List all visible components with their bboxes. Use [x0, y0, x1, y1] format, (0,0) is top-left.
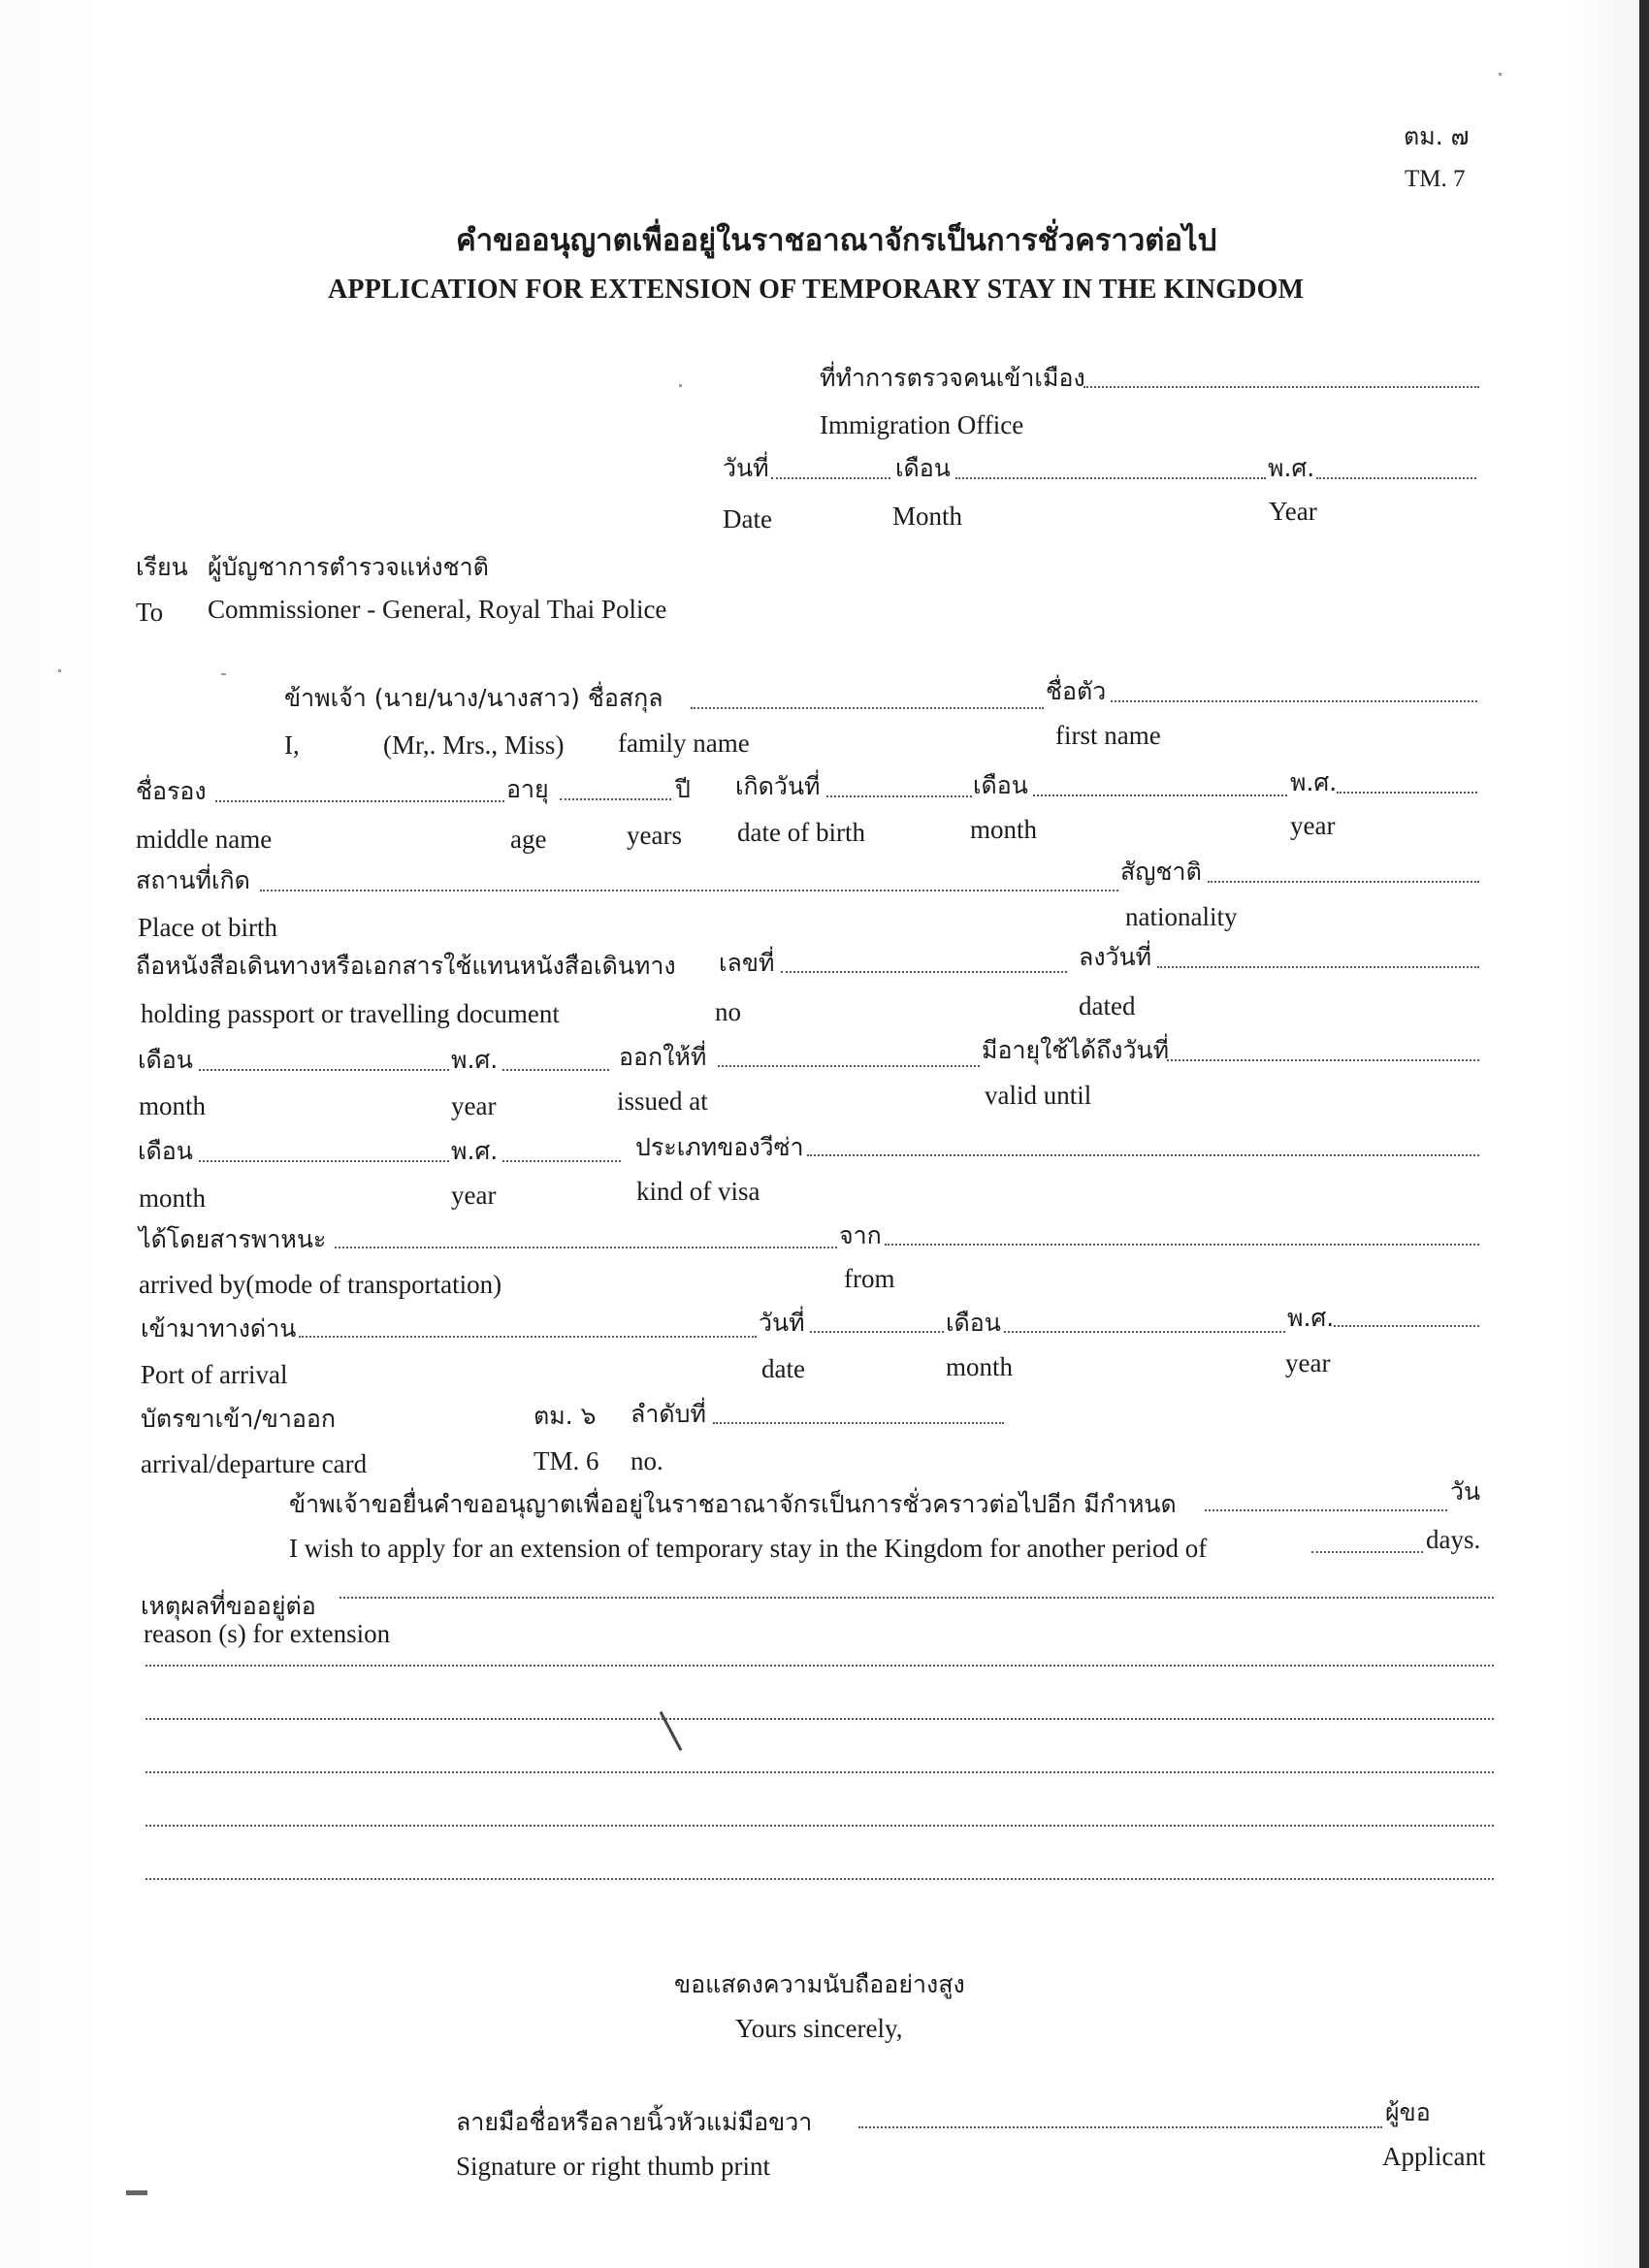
dob-year-field[interactable]	[1337, 792, 1477, 794]
issued-label-english: issued at	[617, 1086, 708, 1116]
family-name-field[interactable]	[691, 707, 1044, 709]
form-code-english: TM. 7	[1405, 166, 1466, 192]
office-field[interactable]	[1083, 386, 1479, 388]
card-label-english: arrival/departure card	[141, 1449, 368, 1478]
first-name-label-english: first name	[1055, 721, 1161, 750]
dob-month-field[interactable]	[1033, 794, 1287, 796]
passport-label-english: holding passport or travelling document	[141, 999, 560, 1028]
i-label: I,	[284, 730, 300, 760]
signature-label-english: Signature or right thumb print	[456, 2152, 770, 2181]
passport-number-field[interactable]	[781, 971, 1067, 973]
reason-line-2[interactable]	[146, 1665, 1494, 1667]
request-days-thai: วัน	[1450, 1477, 1481, 1506]
birthplace-field[interactable]	[260, 890, 1118, 891]
arrival-month-label-thai: เดือน	[946, 1309, 1001, 1337]
valid-label-english: valid until	[985, 1081, 1092, 1110]
applicant-label-thai: ข้าพเจ้า (นาย/นาง/นางสาว) ชื่อสกุล	[284, 684, 663, 712]
request-thai: ข้าพเจ้าขอยื่นคำขออนุญาตเพื่ออยู่ในราชอาณาจักรเป็นการชั่วคราวต่อไปอีก มีกำหนด	[289, 1490, 1177, 1518]
office-year-field[interactable]	[1316, 477, 1476, 479]
office-label-english: Immigration Office	[820, 410, 1024, 439]
reason-label-english: reason (s) for extension	[144, 1619, 391, 1648]
reason-line-1[interactable]	[340, 1597, 1494, 1599]
date-label-thai: วันที่	[723, 454, 769, 482]
office-date-field[interactable]	[771, 477, 890, 479]
years-label-thai: ปี	[675, 775, 691, 803]
age-field[interactable]	[560, 798, 671, 800]
family-name-label-english: family name	[618, 729, 750, 758]
arrival-month-label-english: month	[946, 1352, 1014, 1381]
form-code-thai: ตม. ๗	[1404, 122, 1470, 150]
passport-month-field[interactable]	[199, 1069, 449, 1071]
age-label-english: age	[510, 825, 547, 854]
port-field[interactable]	[299, 1336, 757, 1338]
scan-edge	[1639, 0, 1649, 2268]
birthplace-label-thai: สถานที่เกิด	[136, 866, 250, 894]
passport-label-thai: ถือหนังสือเดินทางหรือเอกสารใช้แทนหนังสือเดินทาง	[136, 952, 676, 980]
arrival-year-label-thai: พ.ศ.	[1287, 1304, 1335, 1332]
port-label-english: Port of arrival	[141, 1360, 288, 1389]
passport-no-label-thai: เลขที่	[719, 949, 775, 977]
dob-label-thai: เกิดวันที่	[735, 772, 821, 800]
title-options-label: (Mr,. Mrs., Miss)	[383, 730, 565, 760]
dob-year-label-thai: พ.ศ.	[1290, 768, 1338, 796]
passport-date-field[interactable]	[1157, 966, 1479, 968]
year-label-thai: พ.ศ.	[1268, 454, 1315, 482]
visa-year-label-english: year	[451, 1181, 497, 1210]
signature-label-thai: ลายมือชื่อหรือลายนิ้วหัวแม่มือขวา	[456, 2108, 813, 2136]
form-title-thai: คำขออนุญาตเพื่ออยู่ในราชอาณาจักรเป็นการชั่วคราวต่อไป	[456, 223, 1217, 258]
addressee-prefix-thai: เรียน	[136, 553, 188, 581]
card-number-field[interactable]	[713, 1422, 1004, 1424]
transport-label-english: arrived by(mode of transportation)	[139, 1270, 502, 1299]
applicant-label-thai: ผู้ขอ	[1385, 2098, 1431, 2126]
card-no-label-thai: ลำดับที่	[630, 1400, 706, 1428]
scan-speck	[58, 669, 61, 672]
middle-name-field[interactable]	[215, 800, 504, 802]
issued-label-thai: ออกให้ที่	[619, 1043, 707, 1071]
first-name-label-thai: ชื่อตัว	[1046, 677, 1107, 705]
passport-dated-label-english: dated	[1079, 991, 1136, 1021]
years-label-english: years	[627, 821, 682, 850]
passport-no-label-english: no	[715, 997, 741, 1026]
office-label-thai: ที่ทำการตรวจคนเข้าเมือง	[820, 364, 1085, 392]
transport-label-thai: ได้โดยสารพาหนะ	[139, 1225, 327, 1253]
date-label-english: Date	[723, 504, 772, 534]
month-label-thai: เดือน	[895, 454, 951, 482]
card-label-thai: บัตรขาเข้า/ขาออก	[141, 1405, 337, 1433]
scan-smudge	[126, 2190, 147, 2195]
from-label-english: from	[844, 1264, 895, 1293]
signature-field[interactable]	[858, 2126, 1382, 2128]
closing-thai: ขอแสดงความนับถืออย่างสูง	[674, 1970, 965, 1998]
dob-month-label-english: month	[970, 815, 1038, 844]
reason-line-5[interactable]	[146, 1825, 1494, 1827]
period-field-thai[interactable]	[1205, 1509, 1447, 1511]
scan-speck	[679, 384, 682, 387]
arrival-month-field[interactable]	[1004, 1331, 1285, 1333]
birthplace-label-english: Place ot birth	[138, 913, 277, 942]
visa-year-field[interactable]	[502, 1160, 621, 1162]
issued-at-field[interactable]	[718, 1065, 980, 1067]
request-days-english: days.	[1426, 1525, 1481, 1554]
applicant-label-english: Applicant	[1382, 2142, 1486, 2171]
arrival-date-label-english: date	[761, 1354, 805, 1383]
card-no-label-english: no.	[630, 1446, 663, 1475]
first-name-field[interactable]	[1111, 700, 1477, 702]
arrival-year-field[interactable]	[1334, 1325, 1479, 1327]
from-field[interactable]	[885, 1244, 1479, 1246]
addressee-thai: ผู้บัญชาการตำรวจแห่งชาติ	[208, 553, 489, 581]
closing-english: Yours sincerely,	[735, 2014, 903, 2043]
office-month-field[interactable]	[955, 477, 1266, 479]
addressee-english: Commissioner - General, Royal Thai Police	[208, 595, 667, 624]
nationality-label-english: nationality	[1125, 902, 1238, 931]
middle-name-label-english: middle name	[136, 825, 273, 854]
reason-label-thai: เหตุผลที่ขออยู่ต่อ	[141, 1592, 316, 1620]
year-label-english: Year	[1269, 497, 1317, 526]
passport-year-label-english: year	[451, 1091, 497, 1120]
middle-name-label-thai: ชื่อรอง	[136, 777, 207, 805]
visa-type-label-english: kind of visa	[636, 1177, 760, 1206]
dob-day-field[interactable]	[826, 795, 972, 797]
passport-dated-label-thai: ลงวันที่	[1079, 943, 1152, 971]
nationality-label-thai: สัญชาติ	[1120, 858, 1202, 886]
month-label-english: Month	[892, 502, 963, 531]
addressee-prefix-english: To	[136, 598, 164, 627]
visa-month-label-thai: เดือน	[138, 1137, 193, 1165]
port-label-thai: เข้ามาทางด่าน	[141, 1314, 297, 1343]
visa-month-field[interactable]	[199, 1160, 449, 1162]
dob-label-english: date of birth	[737, 818, 865, 847]
age-label-thai: อายุ	[506, 775, 549, 803]
from-label-thai: จาก	[839, 1221, 882, 1249]
reason-line-3[interactable]	[146, 1718, 1494, 1720]
transport-field[interactable]	[335, 1247, 837, 1248]
request-english: I wish to apply for an extension of temporary stay in the Kingdom for another period of	[289, 1534, 1208, 1563]
passport-month-label-thai: เดือน	[138, 1046, 193, 1074]
form-title-english: APPLICATION FOR EXTENSION OF TEMPORARY STAY IN THE KINGDOM	[328, 275, 1305, 305]
visa-type-label-thai: ประเภทของวีซ่า	[635, 1133, 804, 1161]
passport-month-label-english: month	[139, 1091, 207, 1120]
card-code-thai: ตม. ๖	[534, 1402, 597, 1430]
arrival-year-label-english: year	[1285, 1348, 1331, 1377]
passport-year-label-thai: พ.ศ.	[451, 1046, 499, 1074]
valid-until-field[interactable]	[1167, 1059, 1479, 1061]
reason-line-4[interactable]	[146, 1771, 1494, 1773]
arrival-date-label-thai: วันที่	[759, 1309, 805, 1337]
scan-speck	[1499, 73, 1502, 76]
scan-speck	[221, 673, 226, 675]
nationality-field[interactable]	[1208, 881, 1479, 883]
dob-month-label-thai: เดือน	[973, 771, 1028, 799]
dob-year-label-english: year	[1290, 811, 1336, 840]
period-field[interactable]	[1311, 1551, 1423, 1553]
card-code-english: TM. 6	[534, 1446, 599, 1475]
visa-type-field[interactable]	[807, 1154, 1479, 1156]
arrival-date-field[interactable]	[810, 1331, 944, 1333]
passport-year-field[interactable]	[502, 1069, 609, 1071]
reason-line-6[interactable]	[146, 1878, 1494, 1880]
valid-label-thai: มีอายุใช้ได้ถึงวันที่	[982, 1036, 1170, 1064]
visa-month-label-english: month	[139, 1183, 207, 1213]
visa-year-label-thai: พ.ศ.	[451, 1137, 499, 1165]
